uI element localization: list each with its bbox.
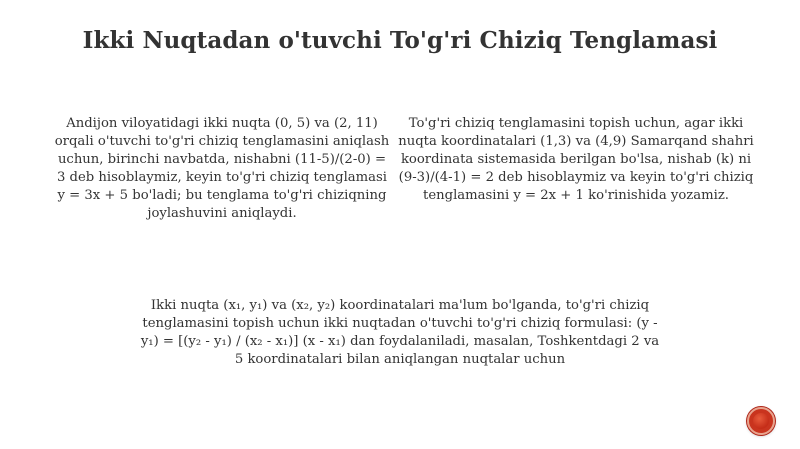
next-slide-button[interactable] [747,407,775,435]
bottom-paragraph: Ikki nuqta (x₁, y₁) va (x₂, y₂) koordinatalari ma'lum bo'lganda, to'g'ri chiziq tenglamasini topish uchun ikki nuqtadan o'tuvchi to'g'ri chiziq formulasi: (y - y₁) = [(y₂ - y₁) / (x₂ - x₁)] (x - x₁) dan foydalaniladi, masalan, Toshkentdagi 2 va 5 koordinatalari bilan aniqlangan nuqtalar uchun [140,298,660,367]
left-paragraph: Andijon viloyatidagi ikki nuqta (0, 5) va (2, 11) orqali o'tuvchi to'g'ri chiziq tenglamasini aniqlash uchun, birinchi navbatda, nishabni (11-5)/(2-0) = 3 deb hisoblaymiz, keyin to'g'ri chiziq tenglamasi y = 3x + 5 bo'ladi; bu tenglama to'g'ri chiziqning joylashuvini aniqlaydi. [54,116,390,221]
slide-title: Ikki Nuqtadan o'tuvchi To'g'ri Chiziq Tenglamasi [82,27,718,54]
right-paragraph: To'g'ri chiziq tenglamasini topish uchun, agar ikki nuqta koordinatalari (1,3) va (4,9) Samarqand shahri koordinata sistemasida berilgan bo'lsa, nishab (k) ni (9-3)/(4-1) = 2 deb hisoblaymiz va keyin to'g'ri chiziq tenglamasini y = 2x + 1 ko'rinishida yozamiz. [398,116,754,203]
